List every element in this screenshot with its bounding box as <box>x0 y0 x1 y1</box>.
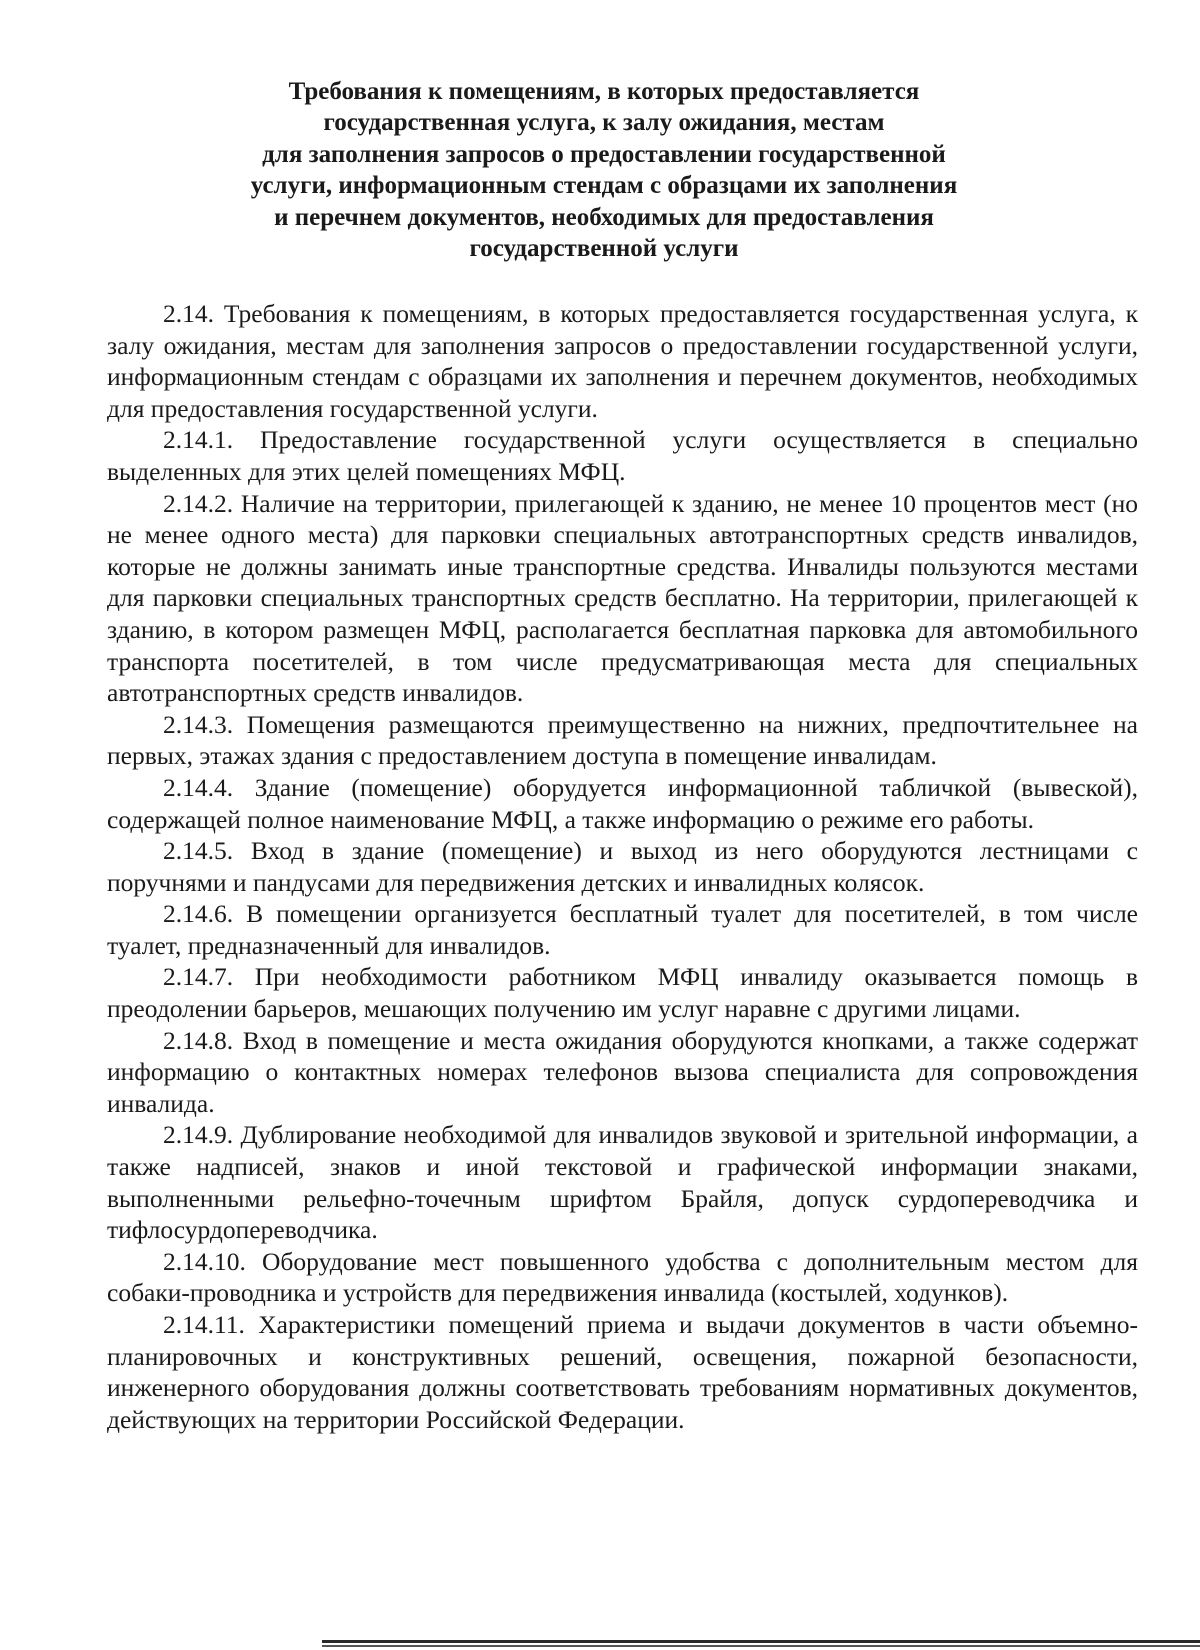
paragraph-2-14-5: 2.14.5. Вход в здание (помещение) и выход из него оборудуются лестницами с поручнями и пандусами для передвижения детских и инвалидных колясок. <box>107 836 1138 897</box>
title-line: государственная услуга, к залу ожидания, местам <box>323 109 885 137</box>
paragraph-2-14-10: 2.14.10. Оборудование мест повышенного удобства с дополнительным местом для собаки-проводника и устройств для передвижения инвалида (костылей, ходунков). <box>107 1246 1138 1308</box>
title-line: государственной услуги <box>469 235 739 263</box>
title-line: Требования к помещениям, в которых предоставляется <box>288 78 920 105</box>
paragraph-2-14-11: 2.14.11. Характеристики помещений приема и выдачи документов в части объемно-планировочных и конструктивных решений, освещения, пожарной безопасности, инженерного оборудования должны соответствовать требованиям нормативных документов, действующих на территории Российской Федерации. <box>107 1310 1138 1434</box>
paragraph-2-14-6: 2.14.6. В помещении организуется бесплатный туалет для посетителей, в том числе туалет, предназначенный для инвалидов. <box>107 899 1138 960</box>
paragraph-2-14-8: 2.14.8. Вход в помещение и места ожидания оборудуются кнопками, а также содержат информацию о контактных номерах телефонов вызова специалиста для сопровождения инвалида. <box>107 1025 1138 1118</box>
paragraph-2-14-3: 2.14.3. Помещения размещаются преимущественно на нижних, предпочтительнее на первых, этажах здания с предоставлением доступа в помещение инвалидам. <box>107 709 1138 771</box>
paragraph-2-14-1: 2.14.1. Предоставление государственной услуги осуществляется в специально выделенных для этих целей помещениях МФЦ. <box>107 425 1138 486</box>
title-line: для заполнения запросов о предоставлении государственной <box>262 140 946 168</box>
paragraph-2-14-9: 2.14.9. Дублирование необходимой для инвалидов звуковой и зрительной информации, а также надписей, знаков и иной текстовой и графической информации знаками, выполненными рельефно-точечным шрифтом Брайля, допуск сурдопереводчика и тифлосурдопереводчика. <box>107 1120 1138 1245</box>
scan-edge-line <box>322 1645 1200 1647</box>
paragraph-2-14-2: 2.14.2. Наличие на территории, прилегающей к зданию, не менее 10 процентов мест (но не менее одного места) для парковки специальных автотранспортных средств инвалидов, которые не должны занимать иные транспортные средства. Инвалиды пользуются местами для парковки специальных транспортных средств бесплатно. На территории, прилегающей к зданию, в котором размещен МФЦ, располагается бесплатная парковка для автомобильного транспорта посетителей, в том числе предусматривающая места для специальных автотранспортных средств инвалидов. <box>107 488 1138 708</box>
document-body <box>107 298 1138 1435</box>
title-line: и перечнем документов, необходимых для предоставления <box>274 203 934 231</box>
paragraph-2-14-7: 2.14.7. При необходимости работником МФЦ инвалиду оказывается помощь в преодолении барьеров, мешающих получению им услуг наравне с другими лицами. <box>107 962 1138 1024</box>
title-line: услуги, информационным стендам с образцами их заполнения <box>250 172 958 200</box>
document-title <box>200 76 1008 264</box>
paragraph-2-14: 2.14. Требования к помещениям, в которых предоставляется государственная услуга, к залу ожидания, местам для заполнения запросов о предоставлении государственной услуги, информационным стендам с образцами их заполнения и перечнем документов, необходимых для предоставления государственной услуги. <box>107 299 1138 423</box>
scan-edge-line <box>322 1640 1200 1643</box>
paragraph-2-14-4: 2.14.4. Здание (помещение) оборудуется информационной табличкой (вывеской), содержащей полное наименование МФЦ, а также информацию о режиме его работы. <box>107 772 1138 834</box>
